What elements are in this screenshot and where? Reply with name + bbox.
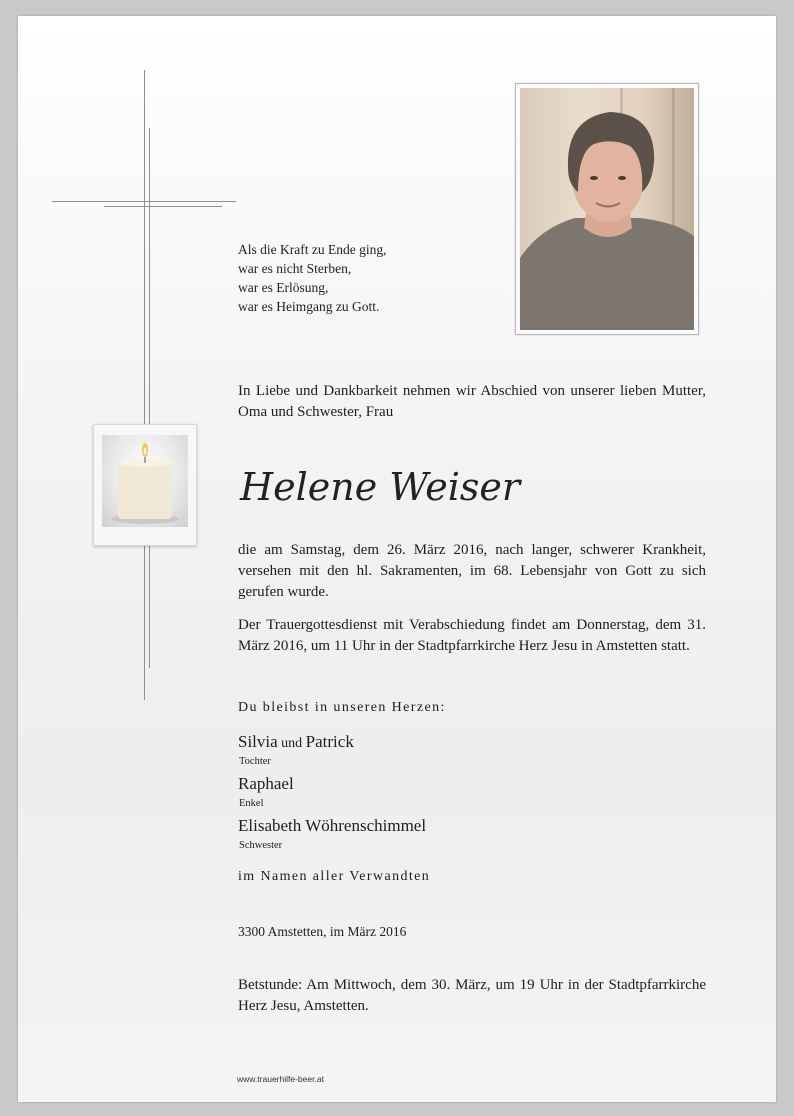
service-notice: Der Trauergottesdienst mit Verabschiedung findet am Donnerstag, dem 31. März 2016, um 11 Uhr in der Stadtpfarrkirche Herz Jesu in Amstetten statt.	[238, 617, 706, 654]
mourner-joiner: und	[277, 736, 306, 751]
death-notice: die am Samstag, dem 26. März 2016, nach langer, schwerer Krankheit, versehen mit den hl. Sakramenten, im 68. Lebensjahr von Gott zu sich gerufen wurde.	[238, 542, 706, 600]
portrait-photo	[515, 83, 699, 335]
mourner-name-1b: Patrick	[305, 732, 354, 751]
website-link[interactable]: www.trauerhilfe-beer.at	[237, 1074, 324, 1084]
mourner-role-1: Tochter	[239, 756, 271, 767]
deceased-name	[238, 462, 548, 514]
remembrance-line: Du bleibst in unseren Herzen:	[238, 700, 446, 715]
intro-text: In Liebe und Dankbarkeit nehmen wir Abschied von unserer lieben Mutter, Oma und Schwester, Frau	[238, 383, 706, 420]
relatives-line: im Namen aller Verwandten	[238, 869, 431, 884]
mourner-name-1	[238, 732, 354, 752]
place-date: 3300 Amstetten, im März 2016	[238, 924, 407, 939]
mourner-role-3: Schwester	[239, 840, 283, 851]
poem: Als die Kraft zu Ende ging, war es nicht Sterben, war es Erlösung, war es Heimgang zu Gott.	[238, 242, 387, 314]
mourner-name-2: Raphael	[238, 774, 294, 793]
mourner-name-3: Elisabeth Wöhrenschimmel	[238, 816, 427, 835]
prayer-notice: Betstunde: Am Mittwoch, dem 30. März, um 19 Uhr in der Stadtpfarrkirche Herz Jesu, Amstetten.	[238, 977, 706, 1014]
candle-image	[93, 424, 197, 546]
deceased-name-text: Helene Weiser	[240, 465, 521, 509]
mourner-name-1a: Silvia	[238, 732, 278, 751]
mourner-role-2: Enkel	[239, 798, 264, 809]
